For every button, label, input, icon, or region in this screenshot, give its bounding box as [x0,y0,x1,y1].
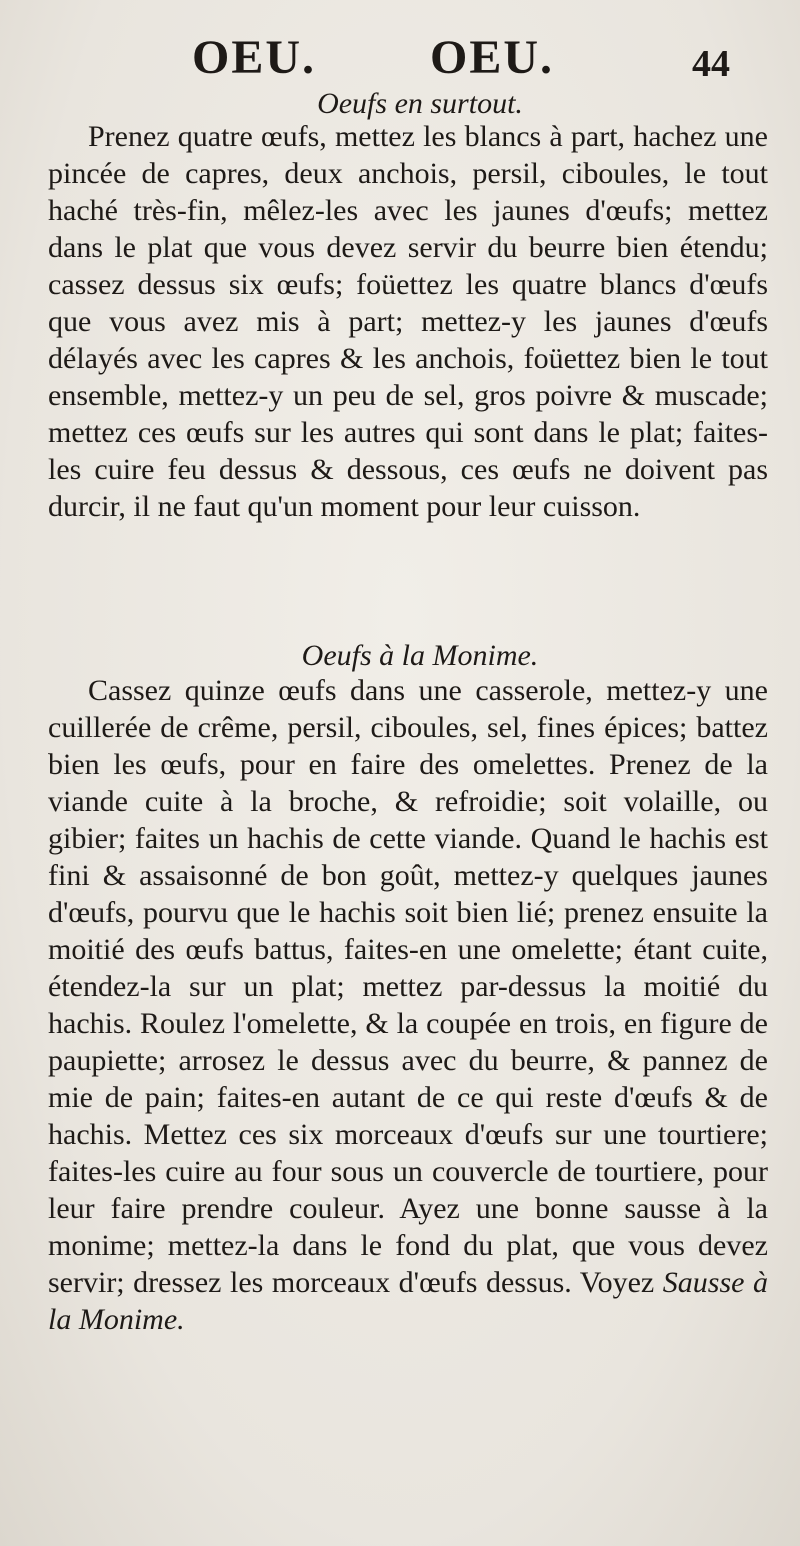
recipe-title-oeufs-en-surtout: Oeufs en surtout. [317,87,523,120]
recipe-title-oeufs-a-la-monime: Oeufs à la Monime. [301,639,539,672]
recipe-text-oeufs-en-surtout: Prenez quatre œufs, mettez les blancs à part, hachez une pincée de capres, deux anchois, persil, ciboules, le tout haché très-fin, mêlez-les avec les jaunes d'œufs; mettez dans le plat que vous devez servir du beurre bien étendu; cassez dessus six œufs; foüettez les quatre blancs d'œufs que vous avez mis à part; mettez-y les jaunes d'œufs délayés avec les capres & les anchois, foüettez bien le tout ensemble, mettez-y un peu de sel, gros poivre & muscade; mettez ces œufs sur les autres qui sont dans le plat; faites-les cuire feu dessus & dessous, ces œufs ne doivent pas durcir, il ne faut qu'un moment pour leur cuisson. [48,120,768,523]
recipe-text-oeufs-a-la-monime [48,672,768,1338]
running-head-left: OEU. [192,31,317,84]
see-also-reference: Sausse à la Monime. [48,1266,768,1336]
page-number: 44 [692,43,730,85]
see-also-prefix: Voyez [579,1266,655,1299]
running-head [0,28,800,88]
recipe-body: Cassez quinze œufs dans une casserole, mettez-y une cuillerée de crême, persil, ciboules, sel, fines épices; battez bien les œufs, pour en faire des omelettes. Prenez de la viande cuite à la broche, & refroidie; soit volaille, ou gibier; faites un hachis de cette viande. Quand le hachis est fini & assaisonné de bon goût, mettez-y quelques jaunes d'œufs, pourvu que le hachis soit bien lié; prenez ensuite la moitié des œufs battus, faites-en une omelette; étant cuite, étendez-la sur un plat; mettez par-dessus la moitié du hachis. Roulez l'omelette, & la coupée en trois, en figure de paupiette; arrosez le dessus avec du beurre, & pannez de mie de pain; faites-en autant de ce qui reste d'œufs & de hachis. Mettez ces six morceaux d'œufs sur une tourtiere; faites-les cuire au four sous un couvercle de tourtiere, pour leur faire prendre couleur. Ayez une bonne sausse à la monime; mettez-la dans le fond du plat, que vous devez servir; dressez les morceaux d'œufs dessus. [48,674,768,1299]
running-head-right: OEU. [430,31,555,84]
